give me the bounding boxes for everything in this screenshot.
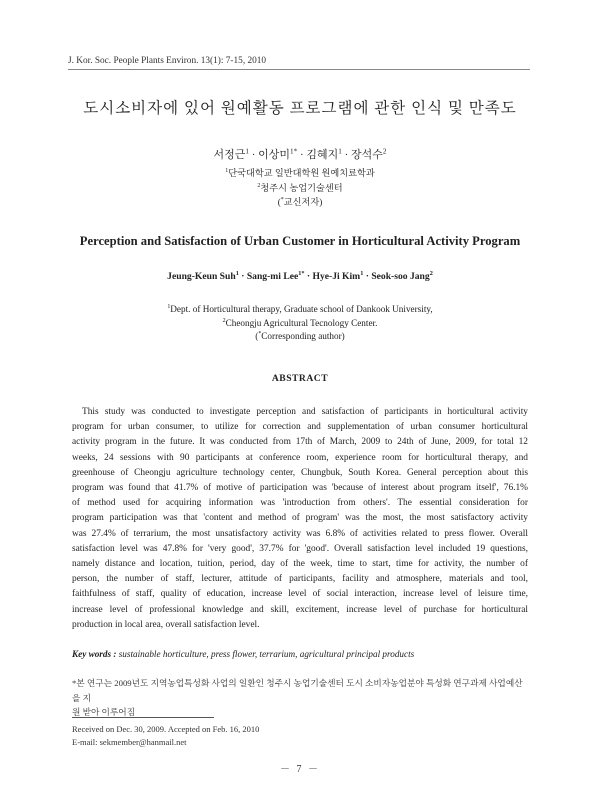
abstract-line: person, the number of staff, lecturer, attitude of participants, facility and atmosphere, materials and tool, [72, 574, 528, 585]
english-author: Jeung-Keun Suh$^1$ [167, 269, 239, 282]
korean-affiliation: $^2$청주시 농업기술센터 [257, 182, 343, 193]
english-affiliation: $^1$Dept. of Horticultural therapy, Graduate school of Dankook University, [167, 303, 433, 314]
abstract-line: increase level of professional knowledge and skill, excitement, increase level of purchase for horticultural [72, 604, 528, 615]
abstract-line: namely distance and location, tuition, period, day of the week, time to start, time for activity, the number of [72, 559, 528, 570]
author-separator: · [238, 271, 247, 282]
abstract-line: of method used for acquiring information was 'introduction from others'. The essential consideration for [72, 498, 528, 509]
abstract-line: program participation was that 'content and method of program' was the most, the most satisfactory activity [72, 513, 528, 524]
keywords-label: Key words : [72, 649, 117, 659]
english-author: Hye-Ji Kim$^1$ [312, 269, 364, 282]
footnote-divider [72, 717, 214, 718]
abstract-line: faithfulness of staff, quality of education, increase level of social interaction, increase level of leisure time, [72, 589, 528, 600]
korean-author: 장석수$^2$ [351, 147, 387, 161]
header-divider [68, 69, 530, 70]
korean-corresponding-note: (*교신저자) [277, 196, 323, 207]
korean-affiliations [0, 166, 600, 210]
abstract-line: This study was conducted to investigate perception and satisfaction of participants in horticultural activity [82, 407, 528, 417]
korean-author-list [0, 146, 600, 162]
english-author-list [0, 271, 600, 282]
abstract-line: satisfaction level was 47.8% for 'very good', 37.7% for 'good'. Overall satisfaction level included 19 questions, [72, 543, 528, 554]
english-affiliations [0, 303, 600, 344]
abstract-body [72, 405, 528, 633]
author-separator: · [304, 271, 313, 282]
abstract-heading: ABSTRACT [271, 373, 329, 384]
korean-author: 김혜지$^1$ [306, 147, 342, 161]
english-author: Sang-mi Lee$^{1*}$ [246, 269, 305, 282]
abstract-line: program was found that 41.7% of motive of participation was 'because of interest about program itself', 76.1% [72, 483, 528, 494]
english-corresponding-note: (*Corresponding author) [255, 330, 345, 341]
korean-author: 서정근$^1$ [213, 147, 249, 161]
english-author: Seok-soo Jang$^2$ [371, 269, 433, 282]
page-number: － 7 － [280, 764, 320, 775]
korean-affiliation: $^1$단국대학교 일반대학원 원예치료학과 [225, 167, 375, 178]
contact-email: E-mail: sekmember@hanmail.net [72, 737, 187, 747]
author-separator: · [297, 149, 307, 161]
abstract-line: was 27.4% of terrarium, the most unsatisfactory activity was 6.8% of activities related to press flower. Overall [72, 528, 528, 539]
abstract-line: weeks, 24 sessions with 90 participants at conference room, experience room for horticultural therapy, and [72, 452, 528, 463]
korean-author: 이상미$^{1*}$ [258, 147, 298, 161]
author-separator: · [363, 271, 372, 282]
keywords-text: sustainable horticulture, press flower, terrarium, agricultural principal products [118, 649, 415, 659]
author-separator: · [248, 149, 259, 161]
received-date: Received on Dec. 30, 2009. Accepted on Feb. 16, 2010 [72, 724, 260, 734]
abstract-line: activity program in the future. It was conducted from 17th of March, 2009 to 24th of June, 2009, for total 12 [72, 437, 528, 448]
english-affiliation: $^2$Cheongju Agricultural Tecnology Center. [222, 317, 378, 328]
abstract-line: program for urban consumer, to utilize for correction and supplementation of urban consumer horticultural [72, 422, 528, 433]
english-title: Perception and Satisfaction of Urban Customer in Horticultural Activity Program [79, 234, 521, 248]
journal-header: J. Kor. Soc. People Plants Environ. 13(1): 7-15, 2010 [68, 56, 267, 66]
keywords [72, 649, 528, 659]
abstract-line: greenhouse of Cheongju agriculture technology center, Chungbuk, South Korea. General perception about this [72, 467, 528, 478]
funding-note [72, 676, 528, 720]
korean-title: 도시소비자에 있어 원예활동 프로그램에 관한 인식 및 만족도 [83, 100, 517, 117]
abstract-line: production in local area, overall satisfaction level. [72, 619, 260, 630]
author-separator: · [341, 149, 351, 161]
funding-note-line: *본 연구는 2009년도 지역농업특성화 사업의 일환인 청주시 농업기술센터 도시 소비자농업분야 특성화 연구과제 사업예산을 지 [72, 678, 523, 703]
funding-note-line: 원 받아 이루어짐 [72, 707, 136, 717]
